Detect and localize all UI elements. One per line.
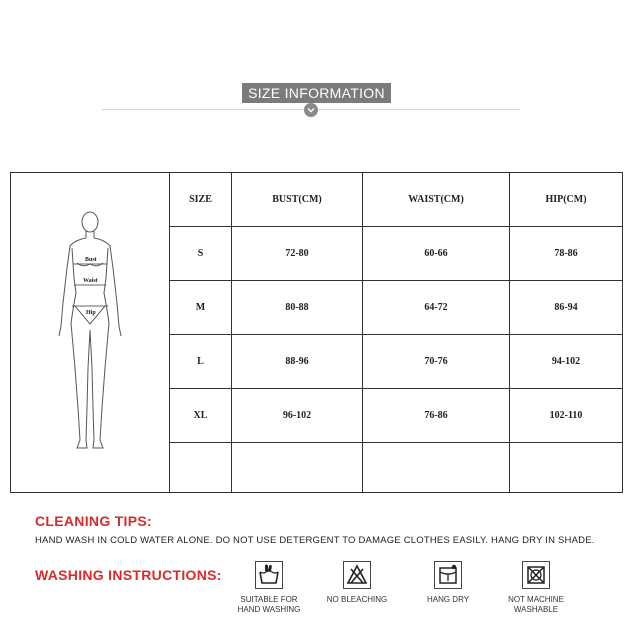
hang-dry-icon bbox=[434, 561, 462, 589]
header-waist: WAIST(CM) bbox=[363, 173, 510, 227]
hip-cell: 78-86 bbox=[510, 227, 623, 281]
body-figure-icon bbox=[45, 208, 135, 458]
wash-label: NO BLEACHING bbox=[326, 595, 388, 604]
chevron-down-icon bbox=[304, 103, 318, 117]
svg-text:Waist: Waist bbox=[83, 277, 98, 284]
size-cell: S bbox=[170, 227, 232, 281]
header-size: SIZE bbox=[170, 173, 232, 227]
wash-label: NOT MACHINE WASHABLE bbox=[508, 595, 564, 614]
waist-cell: 76-86 bbox=[363, 389, 510, 443]
hip-cell: 102-110 bbox=[510, 389, 623, 443]
svg-text:Hip: Hip bbox=[86, 309, 96, 316]
no-machine-wash-icon bbox=[522, 561, 550, 589]
bust-cell bbox=[232, 443, 363, 493]
header-hip: HIP(CM) bbox=[510, 173, 623, 227]
page-title: SIZE INFORMATION bbox=[242, 83, 391, 103]
bust-cell: 80-88 bbox=[232, 281, 363, 335]
wash-item-hang-dry bbox=[408, 561, 488, 605]
waist-cell bbox=[363, 443, 510, 493]
cleaning-tips-title: CLEANING TIPS: bbox=[35, 513, 152, 529]
hip-cell: 86-94 bbox=[510, 281, 623, 335]
no-bleach-icon bbox=[343, 561, 371, 589]
waist-cell: 64-72 bbox=[363, 281, 510, 335]
cleaning-tips-text: HAND WASH IN COLD WATER ALONE. DO NOT USE DETERGENT TO DAMAGE CLOTHES EASILY. HANG DRY IN SHADE. bbox=[35, 535, 595, 546]
size-cell bbox=[170, 443, 232, 493]
bust-cell: 72-80 bbox=[232, 227, 363, 281]
svg-text:Bust: Bust bbox=[85, 256, 97, 263]
size-cell: M bbox=[170, 281, 232, 335]
hand-wash-icon bbox=[255, 561, 283, 589]
hip-cell: 94-102 bbox=[510, 335, 623, 389]
wash-item-hand-wash bbox=[229, 561, 309, 615]
size-cell: XL bbox=[170, 389, 232, 443]
washing-instructions-title: WASHING INSTRUCTIONS: bbox=[35, 567, 222, 583]
hip-cell bbox=[510, 443, 623, 493]
header-bust: BUST(CM) bbox=[232, 173, 363, 227]
bust-cell: 96-102 bbox=[232, 389, 363, 443]
bust-cell: 88-96 bbox=[232, 335, 363, 389]
waist-cell: 70-76 bbox=[363, 335, 510, 389]
wash-label: HANG DRY bbox=[426, 595, 470, 604]
waist-cell: 60-66 bbox=[363, 227, 510, 281]
wash-label: SUITABLE FOR HAND WASHING bbox=[237, 595, 301, 614]
size-chart-table bbox=[10, 172, 623, 493]
wash-item-no-bleach bbox=[317, 561, 397, 605]
size-cell: L bbox=[170, 335, 232, 389]
wash-item-no-machine-wash bbox=[496, 561, 576, 615]
body-measurement-figure bbox=[11, 173, 170, 493]
